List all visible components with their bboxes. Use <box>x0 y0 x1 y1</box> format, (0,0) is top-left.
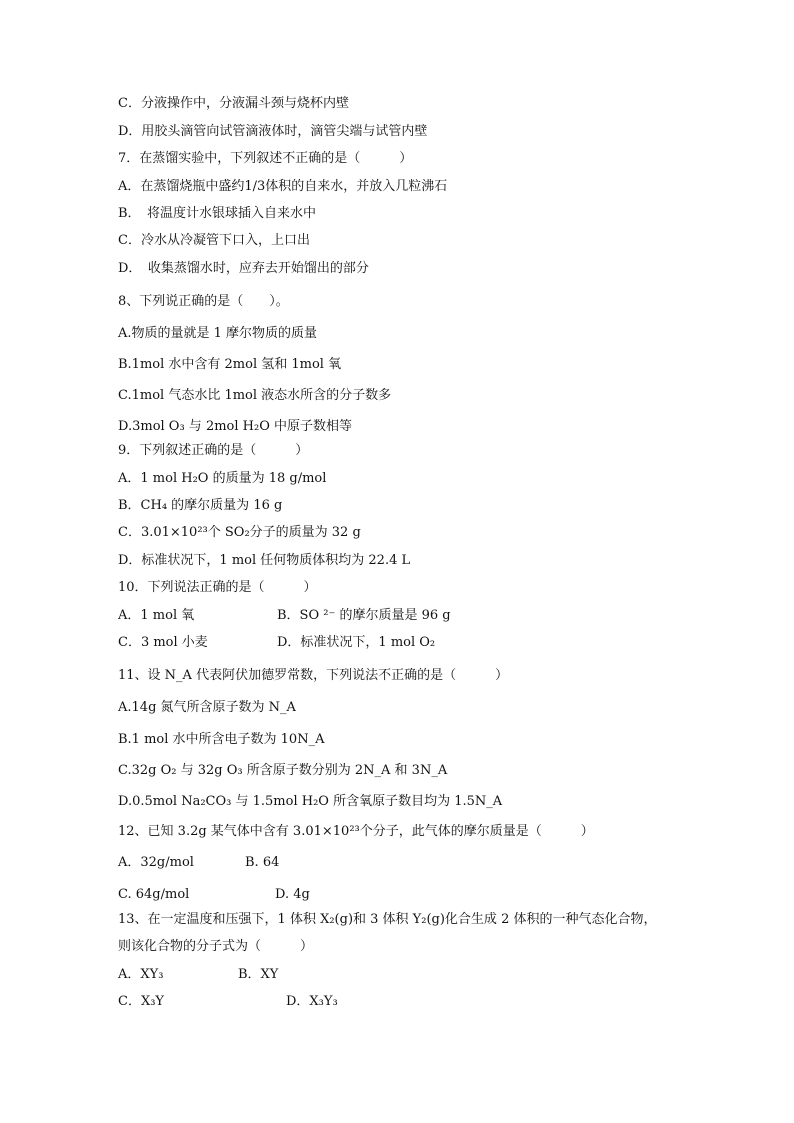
question-10-option-c: C．3 mol 小麦 <box>118 635 208 650</box>
question-13-option-a: A．XY₃ <box>118 967 164 982</box>
question-9-option-c: C．3.01×10²³个 SO₂分子的质量为 32 g <box>118 525 361 540</box>
question-9-stem: 9．下列叙述正确的是（ ） <box>118 443 309 458</box>
question-11-option-b: B.1 mol 水中所含电子数为 10N_A <box>118 732 325 747</box>
question-8-option-a: A.物质的量就是 1 摩尔物质的质量 <box>118 326 318 341</box>
question-11-option-a: A.14g 氮气所含原子数为 N_A <box>118 700 296 715</box>
question-8-option-d: D.3mol O₃ 与 2mol H₂O 中原子数相等 <box>118 419 352 434</box>
question-13-option-d: D．X₃Y₃ <box>286 994 338 1009</box>
question-12-option-a: A．32g/mol <box>118 855 194 870</box>
question-10-option-d: D．标准状况下，1 mol O₂ <box>277 635 436 650</box>
question-8-option-b: B.1mol 水中含有 2mol 氢和 1mol 氧 <box>118 357 342 372</box>
question-11-option-d: D.0.5mol Na₂CO₃ 与 1.5mol H₂O 所含氧原子数目均为 1.5N_A <box>118 794 503 809</box>
question-7-option-b: B． 将温度计水银球插入自来水中 <box>118 206 317 221</box>
question-12-option-d: D. 4g <box>275 887 310 902</box>
question-9-option-d: D．标准状况下，1 mol 任何物质体积均为 22.4 L <box>118 553 411 568</box>
question-12-option-c: C. 64g/mol <box>118 887 190 902</box>
question-13-stem-line1: 13、在一定温度和压强下，1 体积 X₂(g)和 3 体积 Y₂(g)化合生成 2 体积的一种气态化合物， <box>118 912 657 927</box>
question-6-option-c: C．分液操作中，分液漏斗颈与烧杯内壁 <box>118 96 349 111</box>
question-7-option-a: A．在蒸馏烧瓶中盛约1/3体积的自来水，并放入几粒沸石 <box>118 179 448 194</box>
question-8-stem: 8、下列说正确的是（ ）。 <box>118 294 289 309</box>
question-9-option-b: B．CH₄ 的摩尔质量为 16 g <box>118 498 283 513</box>
question-12-stem: 12、已知 3.2g 某气体中含有 3.01×10²³个分子，此气体的摩尔质量是（ ） <box>118 824 594 839</box>
question-13-stem-line2: 则该化合物的分子式为（ ） <box>118 939 314 954</box>
question-13-option-b: B．XY <box>238 967 279 982</box>
question-7-stem: 7．在蒸馏实验中，下列叙述不正确的是（ ） <box>118 151 413 166</box>
question-10-stem: 10．下列说法正确的是（ ） <box>118 580 317 595</box>
question-6-option-d: D．用胶头滴管向试管滴液体时，滴管尖端与试管内壁 <box>118 124 428 139</box>
question-11-option-c: C.32g O₂ 与 32g O₃ 所含原子数分别为 2N_A 和 3N_A <box>118 763 448 778</box>
question-7-option-d: D． 收集蒸馏水时，应弃去开始馏出的部分 <box>118 261 369 276</box>
question-8-option-c: C.1mol 气态水比 1mol 液态水所含的分子数多 <box>118 388 392 403</box>
question-12-option-b: B. 64 <box>245 855 280 870</box>
question-9-option-a: A．1 mol H₂O 的质量为 18 g/mol <box>118 471 327 486</box>
question-13-option-c: C．X₃Y <box>118 994 164 1009</box>
question-10-option-a: A．1 mol 氧 <box>118 608 195 623</box>
question-10-option-b: B．SO ²⁻ 的摩尔质量是 96 g <box>277 608 451 623</box>
question-11-stem: 11、设 N_A 代表阿伏加德罗常数，下列说法不正确的是（ ） <box>118 668 509 683</box>
question-7-option-c: C．冷水从冷凝管下口入，上口出 <box>118 233 310 248</box>
